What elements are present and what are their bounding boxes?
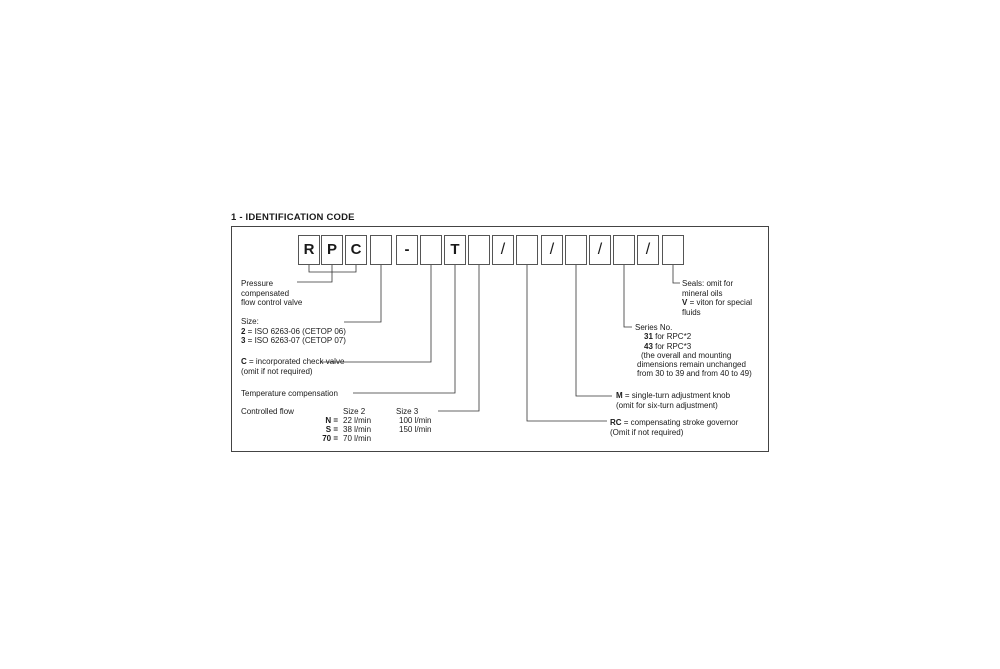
series-note-1: (the overall and mounting — [641, 351, 732, 360]
rc-code: RC — [610, 418, 622, 427]
code-box-slash-3: / — [589, 235, 611, 265]
code-box-p: P — [321, 235, 343, 265]
section-title: 1 - IDENTIFICATION CODE — [231, 212, 355, 223]
flow-code-n: N = — [325, 416, 338, 425]
flow-n-size3: 100 l/min — [399, 416, 432, 425]
series-note-2: dimensions remain unchanged — [637, 360, 746, 369]
code-box-dash: - — [396, 235, 418, 265]
size-leader — [344, 265, 381, 322]
check-valve-note — [241, 357, 344, 376]
series-31-code: 31 — [644, 332, 653, 341]
flow-n-size2: 22 l/min — [343, 416, 372, 425]
seals-v-code: V — [682, 298, 688, 307]
series-43-text: for RPC*3 — [652, 341, 692, 351]
series-note-label: Series No. — [635, 323, 673, 332]
seals-line-3 — [682, 298, 752, 308]
knob-code: M — [616, 391, 623, 400]
temperature-leader — [353, 265, 455, 393]
rc-note — [610, 418, 738, 437]
flow-s-size3: 150 l/min — [399, 425, 432, 434]
code-box-slash-1: / — [492, 235, 514, 265]
flow-70-size2: 70 l/min — [343, 434, 372, 443]
flow-label: Controlled flow — [241, 407, 294, 416]
knob-note — [616, 391, 730, 410]
rc-text: = compensating stroke governor — [621, 418, 739, 427]
check-code: C — [241, 357, 247, 366]
size-label: Size: — [241, 317, 259, 326]
size-2-code: 2 — [241, 326, 246, 336]
seals-line-1: Seals: omit for — [682, 279, 734, 288]
size-3-line — [241, 336, 346, 346]
flow-col-size3: Size 3 — [396, 407, 419, 416]
flow-code-70: 70 = — [322, 434, 338, 443]
knob-line — [616, 391, 730, 401]
code-box-slash-2: / — [541, 235, 563, 265]
seals-v-text: = viton for special — [687, 298, 753, 307]
pressure-line-1: Pressure — [241, 279, 274, 288]
knob-omit: (omit for six-turn adjustment) — [616, 400, 718, 410]
rc-leader — [527, 265, 607, 421]
rpc-bracket — [309, 265, 356, 272]
check-text: = incorporated check valve — [246, 357, 345, 366]
series-43-code: 43 — [644, 341, 653, 351]
pressure-line-2: compensated — [241, 288, 290, 298]
knob-text: = single-turn adjustment knob — [622, 391, 731, 400]
flow-leader — [438, 265, 479, 411]
flow-col-size2: Size 2 — [343, 407, 366, 416]
size-2-text: = ISO 6263-06 (CETOP 06) — [245, 326, 346, 336]
flow-code-s: S = — [325, 425, 338, 434]
size-note — [241, 317, 346, 346]
series-31-line — [644, 332, 691, 342]
check-leader — [320, 265, 431, 362]
series-43-line — [644, 342, 691, 352]
seals-leader — [673, 265, 680, 283]
seals-line-4: fluids — [682, 307, 701, 317]
code-box-r: R — [298, 235, 320, 265]
seals-line-2: mineral oils — [682, 288, 723, 298]
rc-line — [610, 418, 738, 428]
temperature-note: Temperature compensation — [241, 389, 338, 398]
pressure-note — [241, 279, 302, 308]
code-box-c: C — [345, 235, 367, 265]
size-3-code: 3 — [241, 336, 246, 345]
code-box-t: T — [444, 235, 466, 265]
series-31-text: for RPC*2 — [652, 332, 692, 341]
series-note-3: from 30 to 39 and from 40 to 49) — [637, 369, 752, 378]
series-leader — [624, 265, 632, 327]
code-box-slash-4: / — [637, 235, 659, 265]
series-codes — [644, 332, 691, 351]
knob-leader — [576, 265, 612, 396]
check-omit: (omit if not required) — [241, 366, 313, 376]
seals-note — [682, 279, 752, 317]
pressure-line-3: flow control valve — [241, 298, 303, 307]
size-2-line — [241, 327, 346, 337]
size-3-text: = ISO 6263-07 (CETOP 07) — [245, 336, 346, 345]
flow-s-size2: 38 l/min — [343, 425, 372, 434]
check-line — [241, 357, 344, 367]
rc-omit: (Omit if not required) — [610, 427, 684, 437]
